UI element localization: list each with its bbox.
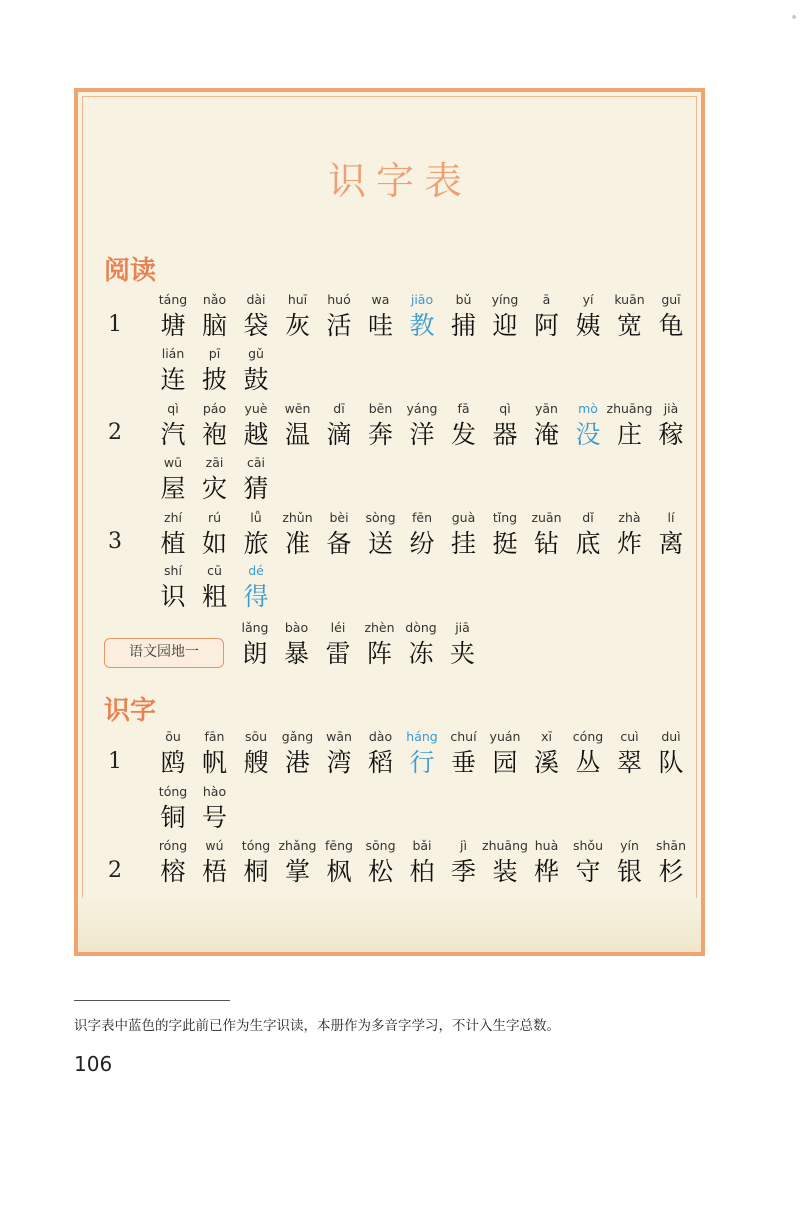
hanzi: 洋 <box>409 420 435 449</box>
pinyin: sōu <box>244 729 268 744</box>
char-cell <box>648 510 694 560</box>
char-cell <box>524 510 570 560</box>
pinyin: lǚ <box>250 510 262 525</box>
pinyin: zhuāng <box>606 401 653 416</box>
char-cell <box>565 401 611 451</box>
char-cell <box>358 510 404 560</box>
pinyin: chuí <box>450 729 477 744</box>
pinyin: ōu <box>165 729 181 744</box>
hanzi: 滴 <box>326 420 352 449</box>
hanzi: 没 <box>575 420 601 449</box>
hanzi: 艘 <box>243 748 269 777</box>
hanzi: 枫 <box>326 857 352 886</box>
hanzi: 季 <box>450 857 476 886</box>
pinyin: bèi <box>329 510 349 525</box>
hanzi: 榕 <box>160 857 186 886</box>
pinyin: wū <box>163 455 183 470</box>
hanzi: 猜 <box>243 474 269 503</box>
pinyin: yān <box>535 401 558 416</box>
hanzi: 披 <box>201 365 227 394</box>
char-cell <box>524 401 570 451</box>
hanzi: 庄 <box>616 420 642 449</box>
char-cell <box>398 620 444 670</box>
hanzi: 垂 <box>450 748 476 777</box>
char-cell <box>192 401 238 451</box>
lesson-number: 2 <box>108 858 122 883</box>
hanzi: 哇 <box>367 311 393 340</box>
hanzi: 装 <box>492 857 518 886</box>
char-cell <box>275 838 321 888</box>
hanzi: 宽 <box>616 311 642 340</box>
char-cell <box>275 401 321 451</box>
pinyin: cāi <box>246 455 265 470</box>
pinyin: jiāo <box>410 292 434 307</box>
char-cell <box>150 510 196 560</box>
char-cell <box>482 401 528 451</box>
panel-bottom-band <box>78 898 701 952</box>
pinyin: yáng <box>406 401 438 416</box>
pinyin: dé <box>248 563 264 578</box>
pinyin: wēn <box>284 401 311 416</box>
pinyin: zāi <box>205 455 224 470</box>
hanzi: 丛 <box>575 748 601 777</box>
hanzi: 旅 <box>243 529 269 558</box>
char-cell <box>150 784 196 834</box>
pinyin: zuān <box>531 510 562 525</box>
hanzi: 杉 <box>658 857 684 886</box>
pinyin: mò <box>578 401 598 416</box>
char-cell <box>358 401 404 451</box>
hanzi: 越 <box>243 420 269 449</box>
char-cell <box>315 620 361 670</box>
char-cell <box>648 401 694 451</box>
char-cell <box>524 292 570 342</box>
hanzi: 屋 <box>160 474 186 503</box>
hanzi: 阵 <box>366 639 392 668</box>
pinyin: bào <box>284 620 309 635</box>
char-cell <box>358 729 404 779</box>
char-cell <box>150 729 196 779</box>
pinyin: lián <box>161 346 185 361</box>
hanzi: 送 <box>367 529 393 558</box>
pinyin: wān <box>326 729 352 744</box>
char-cell <box>150 292 196 342</box>
hanzi: 汽 <box>160 420 186 449</box>
pinyin: gǎng <box>281 729 314 744</box>
char-cell <box>316 838 362 888</box>
page-title: 识字表 <box>327 159 472 203</box>
pinyin: yuè <box>244 401 268 416</box>
hanzi: 得 <box>243 582 269 611</box>
char-cell <box>192 346 238 396</box>
char-cell <box>192 784 238 834</box>
pinyin: sōng <box>365 838 396 853</box>
char-cell <box>233 563 279 613</box>
char-cell <box>316 729 362 779</box>
pinyin: zhà <box>618 510 641 525</box>
pinyin: gǔ <box>248 346 264 361</box>
pinyin: yuán <box>489 729 521 744</box>
hanzi: 铜 <box>160 803 186 832</box>
hanzi: 园 <box>492 748 518 777</box>
hanzi: 柏 <box>409 857 435 886</box>
char-cell <box>192 510 238 560</box>
hanzi: 港 <box>284 748 310 777</box>
pinyin: shān <box>655 838 687 853</box>
pinyin: páo <box>202 401 227 416</box>
char-cell <box>275 292 321 342</box>
hanzi: 塘 <box>160 311 186 340</box>
char-cell <box>192 729 238 779</box>
footnote: 识字表中蓝色的字此前已作为生字识读，本册作为多音字学习，不计入生字总数。 <box>74 1018 560 1034</box>
pinyin: tóng <box>158 784 188 799</box>
pinyin: dào <box>368 729 393 744</box>
char-cell <box>232 620 278 670</box>
pinyin: huó <box>327 292 351 307</box>
pinyin: bēn <box>368 401 393 416</box>
char-cell <box>275 729 321 779</box>
pinyin: dòng <box>405 620 437 635</box>
hanzi: 阿 <box>533 311 559 340</box>
char-cell <box>565 729 611 779</box>
char-cell <box>233 838 279 888</box>
char-cell <box>192 292 238 342</box>
pinyin: tóng <box>241 838 271 853</box>
hanzi: 挂 <box>450 529 476 558</box>
char-cell <box>648 292 694 342</box>
hanzi: 淹 <box>533 420 559 449</box>
char-cell <box>648 838 694 888</box>
section-heading-reading: 阅读 <box>104 256 157 286</box>
footnote-divider <box>74 1000 230 1001</box>
pinyin: ā <box>542 292 551 307</box>
pinyin: yíng <box>491 292 519 307</box>
hanzi: 教 <box>409 311 435 340</box>
hanzi: 迎 <box>492 311 518 340</box>
pinyin: zhèn <box>364 620 395 635</box>
pinyin: huà <box>534 838 559 853</box>
pinyin: sòng <box>365 510 396 525</box>
char-cell <box>524 729 570 779</box>
hanzi: 行 <box>409 748 435 777</box>
pinyin: fā <box>457 401 470 416</box>
char-cell <box>150 563 196 613</box>
char-cell <box>607 729 653 779</box>
pinyin: bǔ <box>455 292 472 307</box>
hanzi: 温 <box>284 420 310 449</box>
pinyin: róng <box>158 838 188 853</box>
hanzi: 号 <box>201 803 227 832</box>
char-cell <box>399 292 445 342</box>
char-cell <box>150 346 196 396</box>
hanzi: 松 <box>367 857 393 886</box>
pinyin: zhí <box>164 510 182 525</box>
hanzi: 翠 <box>616 748 642 777</box>
pinyin: bǎi <box>412 838 432 853</box>
hanzi: 灾 <box>201 474 227 503</box>
section-heading-literacy: 识字 <box>104 696 157 726</box>
lesson-number: 1 <box>108 749 122 774</box>
pinyin: yín <box>620 838 639 853</box>
char-cell <box>192 563 238 613</box>
char-cell <box>233 729 279 779</box>
hanzi: 活 <box>326 311 352 340</box>
pinyin: shí <box>164 563 182 578</box>
pinyin: rú <box>207 510 222 525</box>
hanzi: 植 <box>160 529 186 558</box>
char-cell <box>233 346 279 396</box>
char-cell <box>565 838 611 888</box>
hanzi: 梧 <box>201 857 227 886</box>
hanzi: 发 <box>450 420 476 449</box>
char-cell <box>358 292 404 342</box>
char-cell <box>482 292 528 342</box>
hanzi: 准 <box>284 529 310 558</box>
char-cell <box>233 292 279 342</box>
pinyin: pī <box>208 346 221 361</box>
char-cell <box>275 510 321 560</box>
pinyin: shǒu <box>572 838 603 853</box>
pinyin: tǐng <box>492 510 518 525</box>
pinyin: zhuāng <box>482 838 528 853</box>
hanzi: 桐 <box>243 857 269 886</box>
hanzi: 鼓 <box>243 365 269 394</box>
pinyin: cū <box>207 563 222 578</box>
char-cell <box>607 510 653 560</box>
pinyin: léi <box>330 620 346 635</box>
pinyin: cuì <box>620 729 639 744</box>
char-cell <box>192 455 238 505</box>
pinyin: duì <box>661 729 681 744</box>
char-cell <box>607 401 653 451</box>
char-cell <box>648 729 694 779</box>
hanzi: 夹 <box>449 639 475 668</box>
char-cell <box>441 401 487 451</box>
hanzi: 粗 <box>201 582 227 611</box>
char-cell <box>441 292 487 342</box>
pinyin: guī <box>661 292 681 307</box>
hanzi: 底 <box>575 529 601 558</box>
pinyin: lǎng <box>241 620 269 635</box>
hanzi: 暴 <box>283 639 309 668</box>
char-cell <box>274 620 320 670</box>
pinyin: qì <box>167 401 179 416</box>
hanzi: 识 <box>160 582 186 611</box>
pinyin: fān <box>204 729 225 744</box>
char-cell <box>607 292 653 342</box>
hanzi: 鸥 <box>160 748 186 777</box>
pinyin: kuān <box>614 292 645 307</box>
hanzi: 如 <box>201 529 227 558</box>
hanzi: 朗 <box>242 639 268 668</box>
hanzi: 湾 <box>326 748 352 777</box>
hanzi: 灰 <box>284 311 310 340</box>
char-cell <box>358 838 404 888</box>
pinyin: dǐ <box>582 510 594 525</box>
char-cell <box>607 838 653 888</box>
char-cell <box>233 455 279 505</box>
hanzi: 稼 <box>658 420 684 449</box>
hanzi: 炸 <box>616 529 642 558</box>
char-cell <box>150 455 196 505</box>
hanzi: 冻 <box>408 639 434 668</box>
hanzi: 挺 <box>492 529 518 558</box>
char-cell <box>482 510 528 560</box>
hanzi: 备 <box>326 529 352 558</box>
hanzi: 掌 <box>284 857 310 886</box>
char-cell <box>316 510 362 560</box>
char-cell <box>192 838 238 888</box>
hanzi: 脑 <box>201 311 227 340</box>
pinyin: wú <box>205 838 224 853</box>
pinyin: guà <box>451 510 476 525</box>
hanzi: 桦 <box>533 857 559 886</box>
pinyin: lí <box>667 510 675 525</box>
pinyin: xī <box>541 729 552 744</box>
char-cell <box>440 620 486 670</box>
hanzi: 稻 <box>367 748 393 777</box>
char-cell <box>399 729 445 779</box>
char-cell <box>441 729 487 779</box>
hanzi: 连 <box>160 365 186 394</box>
pinyin: wa <box>371 292 390 307</box>
hanzi: 纷 <box>409 529 435 558</box>
pinyin: zhǔn <box>282 510 313 525</box>
char-cell <box>524 838 570 888</box>
pinyin: dī <box>333 401 345 416</box>
hanzi: 袋 <box>243 311 269 340</box>
char-cell <box>316 401 362 451</box>
pinyin: hào <box>202 784 227 799</box>
char-cell <box>399 838 445 888</box>
lesson-number: 3 <box>108 529 122 554</box>
pinyin: nǎo <box>202 292 227 307</box>
hanzi: 离 <box>658 529 684 558</box>
hanzi: 器 <box>492 420 518 449</box>
hanzi: 钻 <box>533 529 559 558</box>
char-cell <box>482 729 528 779</box>
char-cell <box>316 292 362 342</box>
garden-label-box: 语文园地一 <box>104 638 224 668</box>
char-cell <box>399 401 445 451</box>
pinyin: dài <box>246 292 266 307</box>
lesson-number: 2 <box>108 420 122 445</box>
corner-mark: • <box>790 10 799 26</box>
char-cell <box>233 510 279 560</box>
char-cell <box>565 510 611 560</box>
pinyin: zhǎng <box>278 838 317 853</box>
pinyin: jì <box>460 838 467 853</box>
char-cell <box>399 510 445 560</box>
char-cell <box>233 401 279 451</box>
pinyin: yí <box>582 292 594 307</box>
hanzi: 守 <box>575 857 601 886</box>
pinyin: jiā <box>455 620 470 635</box>
pinyin: huī <box>287 292 308 307</box>
hanzi: 溪 <box>533 748 559 777</box>
pinyin: fēn <box>411 510 432 525</box>
hanzi: 姨 <box>575 311 601 340</box>
pinyin: qì <box>499 401 511 416</box>
lesson-number: 1 <box>108 312 122 337</box>
hanzi: 银 <box>616 857 642 886</box>
pinyin: cóng <box>572 729 604 744</box>
char-cell <box>441 838 487 888</box>
hanzi: 龟 <box>658 311 684 340</box>
page-number: 106 <box>74 1052 113 1076</box>
hanzi: 雷 <box>325 639 351 668</box>
pinyin: fēng <box>325 838 353 853</box>
char-cell <box>482 838 528 888</box>
hanzi: 队 <box>658 748 684 777</box>
hanzi: 袍 <box>201 420 227 449</box>
char-cell <box>150 401 196 451</box>
pinyin: jià <box>663 401 679 416</box>
pinyin: háng <box>406 729 438 744</box>
char-cell <box>357 620 403 670</box>
hanzi: 捕 <box>450 311 476 340</box>
pinyin: táng <box>158 292 188 307</box>
char-cell <box>565 292 611 342</box>
hanzi: 奔 <box>367 420 393 449</box>
hanzi: 帆 <box>201 748 227 777</box>
char-cell <box>441 510 487 560</box>
char-cell <box>150 838 196 888</box>
